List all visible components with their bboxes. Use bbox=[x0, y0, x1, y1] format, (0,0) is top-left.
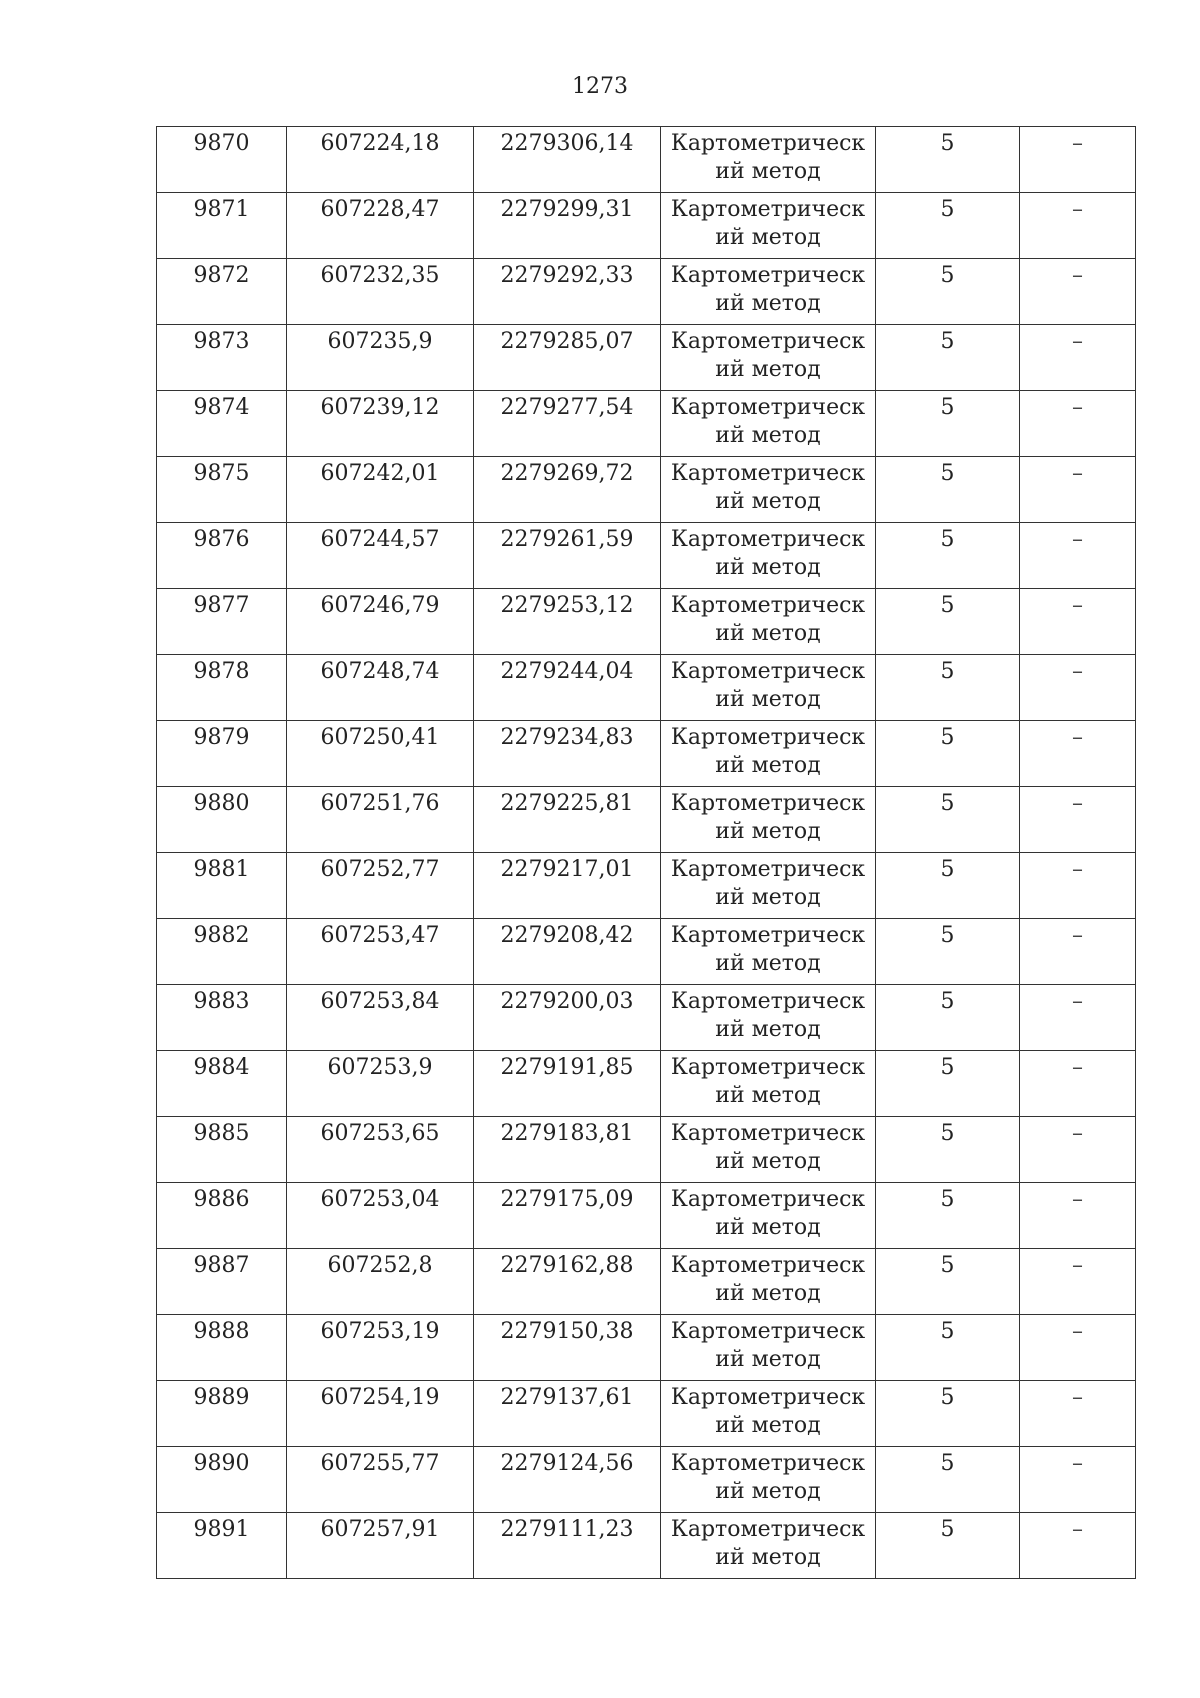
x-coordinate-cell: 607244,57 bbox=[287, 523, 474, 589]
accuracy-cell: 5 bbox=[876, 721, 1020, 787]
accuracy-cell: 5 bbox=[876, 589, 1020, 655]
point-number-cell: 9890 bbox=[157, 1447, 287, 1513]
accuracy-cell: 5 bbox=[876, 1183, 1020, 1249]
y-coordinate-cell: 2279225,81 bbox=[474, 787, 661, 853]
y-coordinate-cell: 2279124,56 bbox=[474, 1447, 661, 1513]
y-coordinate-cell: 2279191,85 bbox=[474, 1051, 661, 1117]
x-coordinate-cell: 607253,04 bbox=[287, 1183, 474, 1249]
y-coordinate-cell: 2279183,81 bbox=[474, 1117, 661, 1183]
note-cell: – bbox=[1020, 457, 1136, 523]
coordinates-table-body bbox=[157, 127, 1136, 1579]
y-coordinate-cell: 2279137,61 bbox=[474, 1381, 661, 1447]
y-coordinate-cell: 2279175,09 bbox=[474, 1183, 661, 1249]
method-cell: Картометрический метод bbox=[661, 1249, 876, 1315]
point-number-cell: 9877 bbox=[157, 589, 287, 655]
accuracy-cell: 5 bbox=[876, 1249, 1020, 1315]
method-cell: Картометрический метод bbox=[661, 127, 876, 193]
table-row bbox=[157, 721, 1136, 787]
x-coordinate-cell: 607257,91 bbox=[287, 1513, 474, 1579]
x-coordinate-cell: 607255,77 bbox=[287, 1447, 474, 1513]
y-coordinate-cell: 2279150,38 bbox=[474, 1315, 661, 1381]
x-coordinate-cell: 607254,19 bbox=[287, 1381, 474, 1447]
method-cell: Картометрический метод bbox=[661, 721, 876, 787]
table-row bbox=[157, 1447, 1136, 1513]
method-cell: Картометрический метод bbox=[661, 1051, 876, 1117]
y-coordinate-cell: 2279277,54 bbox=[474, 391, 661, 457]
accuracy-cell: 5 bbox=[876, 325, 1020, 391]
x-coordinate-cell: 607246,79 bbox=[287, 589, 474, 655]
note-cell: – bbox=[1020, 193, 1136, 259]
note-cell: – bbox=[1020, 1513, 1136, 1579]
note-cell: – bbox=[1020, 787, 1136, 853]
y-coordinate-cell: 2279217,01 bbox=[474, 853, 661, 919]
method-cell: Картометрический метод bbox=[661, 919, 876, 985]
point-number-cell: 9889 bbox=[157, 1381, 287, 1447]
point-number-cell: 9885 bbox=[157, 1117, 287, 1183]
note-cell: – bbox=[1020, 589, 1136, 655]
point-number-cell: 9891 bbox=[157, 1513, 287, 1579]
point-number-cell: 9888 bbox=[157, 1315, 287, 1381]
table-row bbox=[157, 919, 1136, 985]
x-coordinate-cell: 607250,41 bbox=[287, 721, 474, 787]
method-cell: Картометрический метод bbox=[661, 259, 876, 325]
method-cell: Картометрический метод bbox=[661, 1447, 876, 1513]
accuracy-cell: 5 bbox=[876, 391, 1020, 457]
table-row bbox=[157, 127, 1136, 193]
point-number-cell: 9875 bbox=[157, 457, 287, 523]
point-number-cell: 9881 bbox=[157, 853, 287, 919]
table-row bbox=[157, 1117, 1136, 1183]
x-coordinate-cell: 607232,35 bbox=[287, 259, 474, 325]
y-coordinate-cell: 2279261,59 bbox=[474, 523, 661, 589]
accuracy-cell: 5 bbox=[876, 1513, 1020, 1579]
point-number-cell: 9884 bbox=[157, 1051, 287, 1117]
table-row bbox=[157, 853, 1136, 919]
point-number-cell: 9878 bbox=[157, 655, 287, 721]
note-cell: – bbox=[1020, 1051, 1136, 1117]
point-number-cell: 9876 bbox=[157, 523, 287, 589]
point-number-cell: 9887 bbox=[157, 1249, 287, 1315]
accuracy-cell: 5 bbox=[876, 919, 1020, 985]
point-number-cell: 9874 bbox=[157, 391, 287, 457]
accuracy-cell: 5 bbox=[876, 787, 1020, 853]
table-row bbox=[157, 391, 1136, 457]
method-cell: Картометрический метод bbox=[661, 1183, 876, 1249]
table-row bbox=[157, 1051, 1136, 1117]
x-coordinate-cell: 607239,12 bbox=[287, 391, 474, 457]
y-coordinate-cell: 2279162,88 bbox=[474, 1249, 661, 1315]
x-coordinate-cell: 607224,18 bbox=[287, 127, 474, 193]
accuracy-cell: 5 bbox=[876, 523, 1020, 589]
x-coordinate-cell: 607251,76 bbox=[287, 787, 474, 853]
table-row bbox=[157, 1513, 1136, 1579]
point-number-cell: 9886 bbox=[157, 1183, 287, 1249]
method-cell: Картометрический метод bbox=[661, 853, 876, 919]
x-coordinate-cell: 607253,65 bbox=[287, 1117, 474, 1183]
y-coordinate-cell: 2279253,12 bbox=[474, 589, 661, 655]
y-coordinate-cell: 2279244,04 bbox=[474, 655, 661, 721]
table-row bbox=[157, 589, 1136, 655]
x-coordinate-cell: 607252,8 bbox=[287, 1249, 474, 1315]
y-coordinate-cell: 2279285,07 bbox=[474, 325, 661, 391]
x-coordinate-cell: 607253,84 bbox=[287, 985, 474, 1051]
method-cell: Картометрический метод bbox=[661, 391, 876, 457]
table-row bbox=[157, 1249, 1136, 1315]
accuracy-cell: 5 bbox=[876, 1381, 1020, 1447]
point-number-cell: 9871 bbox=[157, 193, 287, 259]
y-coordinate-cell: 2279306,14 bbox=[474, 127, 661, 193]
accuracy-cell: 5 bbox=[876, 985, 1020, 1051]
x-coordinate-cell: 607253,9 bbox=[287, 1051, 474, 1117]
method-cell: Картометрический метод bbox=[661, 193, 876, 259]
note-cell: – bbox=[1020, 1315, 1136, 1381]
table-row bbox=[157, 457, 1136, 523]
method-cell: Картометрический метод bbox=[661, 523, 876, 589]
note-cell: – bbox=[1020, 721, 1136, 787]
x-coordinate-cell: 607252,77 bbox=[287, 853, 474, 919]
y-coordinate-cell: 2279200,03 bbox=[474, 985, 661, 1051]
method-cell: Картометрический метод bbox=[661, 985, 876, 1051]
table-row bbox=[157, 1381, 1136, 1447]
accuracy-cell: 5 bbox=[876, 259, 1020, 325]
x-coordinate-cell: 607228,47 bbox=[287, 193, 474, 259]
y-coordinate-cell: 2279299,31 bbox=[474, 193, 661, 259]
accuracy-cell: 5 bbox=[876, 853, 1020, 919]
note-cell: – bbox=[1020, 1381, 1136, 1447]
accuracy-cell: 5 bbox=[876, 1447, 1020, 1513]
accuracy-cell: 5 bbox=[876, 457, 1020, 523]
point-number-cell: 9873 bbox=[157, 325, 287, 391]
note-cell: – bbox=[1020, 1447, 1136, 1513]
note-cell: – bbox=[1020, 985, 1136, 1051]
table-row bbox=[157, 1315, 1136, 1381]
accuracy-cell: 5 bbox=[876, 193, 1020, 259]
table-row bbox=[157, 787, 1136, 853]
note-cell: – bbox=[1020, 853, 1136, 919]
note-cell: – bbox=[1020, 1117, 1136, 1183]
note-cell: – bbox=[1020, 325, 1136, 391]
y-coordinate-cell: 2279208,42 bbox=[474, 919, 661, 985]
note-cell: – bbox=[1020, 655, 1136, 721]
point-number-cell: 9880 bbox=[157, 787, 287, 853]
note-cell: – bbox=[1020, 1249, 1136, 1315]
accuracy-cell: 5 bbox=[876, 1315, 1020, 1381]
x-coordinate-cell: 607253,19 bbox=[287, 1315, 474, 1381]
y-coordinate-cell: 2279234,83 bbox=[474, 721, 661, 787]
x-coordinate-cell: 607253,47 bbox=[287, 919, 474, 985]
x-coordinate-cell: 607242,01 bbox=[287, 457, 474, 523]
table-row bbox=[157, 325, 1136, 391]
point-number-cell: 9872 bbox=[157, 259, 287, 325]
accuracy-cell: 5 bbox=[876, 127, 1020, 193]
accuracy-cell: 5 bbox=[876, 1051, 1020, 1117]
note-cell: – bbox=[1020, 259, 1136, 325]
note-cell: – bbox=[1020, 127, 1136, 193]
table-row bbox=[157, 985, 1136, 1051]
method-cell: Картометрический метод bbox=[661, 655, 876, 721]
method-cell: Картометрический метод bbox=[661, 589, 876, 655]
method-cell: Картометрический метод bbox=[661, 1315, 876, 1381]
coordinates-table bbox=[156, 126, 1136, 1579]
x-coordinate-cell: 607235,9 bbox=[287, 325, 474, 391]
point-number-cell: 9883 bbox=[157, 985, 287, 1051]
note-cell: – bbox=[1020, 523, 1136, 589]
note-cell: – bbox=[1020, 1183, 1136, 1249]
y-coordinate-cell: 2279111,23 bbox=[474, 1513, 661, 1579]
point-number-cell: 9879 bbox=[157, 721, 287, 787]
table-row bbox=[157, 1183, 1136, 1249]
table-row bbox=[157, 259, 1136, 325]
method-cell: Картометрический метод bbox=[661, 1381, 876, 1447]
accuracy-cell: 5 bbox=[876, 1117, 1020, 1183]
x-coordinate-cell: 607248,74 bbox=[287, 655, 474, 721]
point-number-cell: 9882 bbox=[157, 919, 287, 985]
page-number: 1273 bbox=[572, 74, 628, 99]
point-number-cell: 9870 bbox=[157, 127, 287, 193]
method-cell: Картометрический метод bbox=[661, 1117, 876, 1183]
table-row bbox=[157, 655, 1136, 721]
method-cell: Картометрический метод bbox=[661, 1513, 876, 1579]
table-row bbox=[157, 193, 1136, 259]
note-cell: – bbox=[1020, 919, 1136, 985]
y-coordinate-cell: 2279269,72 bbox=[474, 457, 661, 523]
accuracy-cell: 5 bbox=[876, 655, 1020, 721]
y-coordinate-cell: 2279292,33 bbox=[474, 259, 661, 325]
method-cell: Картометрический метод bbox=[661, 457, 876, 523]
method-cell: Картометрический метод bbox=[661, 787, 876, 853]
note-cell: – bbox=[1020, 391, 1136, 457]
table-row bbox=[157, 523, 1136, 589]
method-cell: Картометрический метод bbox=[661, 325, 876, 391]
